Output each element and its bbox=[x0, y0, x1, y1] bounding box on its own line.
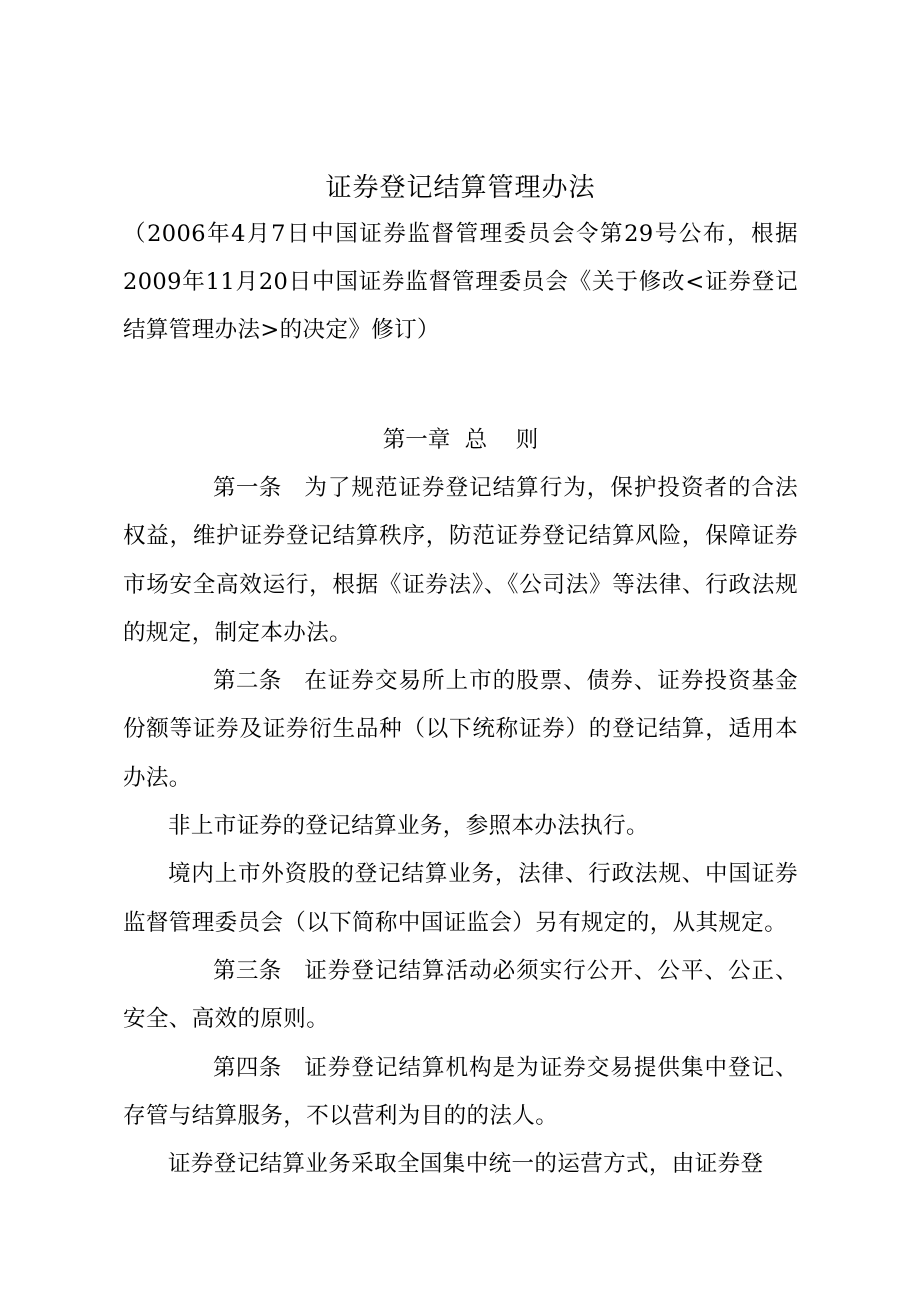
paragraph: 证券登记结算业务采取全国集中统一的运营方式，由证券登 bbox=[168, 1151, 764, 1178]
paragraph-article-3 bbox=[123, 947, 798, 1044]
paragraph-article-2 bbox=[123, 657, 798, 802]
chapter-title: 第一章 总 则 bbox=[382, 427, 539, 453]
article-text: 在证券交易所上市的股票、债券、证券投资基金份额等证券及证券衍生品种（以下统称证券）的登记结算，适用本办法。 bbox=[123, 668, 798, 791]
document-revision-note: （2006年4月7日中国证券监督管理委员会令第29号公布，根据2009年11月20日中国证券监督管理委员会《关于修改<证券登记结算管理办法>的决定》修订） bbox=[123, 221, 798, 343]
document-body bbox=[123, 166, 798, 1188]
article-number: 第四条 bbox=[213, 1054, 282, 1081]
document-title: 证券登记结算管理办法 bbox=[325, 173, 596, 203]
article-number: 第二条 bbox=[213, 668, 282, 695]
article-number: 第三条 bbox=[213, 957, 282, 984]
paragraph: 境内上市外资股的登记结算业务，法律、行政法规、中国证券监督管理委员会（以下简称中国证监会）另有规定的，从其规定。 bbox=[123, 861, 798, 936]
paragraph-article-4 bbox=[123, 1044, 798, 1141]
paragraph-article-1 bbox=[123, 464, 798, 657]
article-text: 证券登记结算机构是为证券交易提供集中登记、存管与结算服务，不以营利为目的的法人。 bbox=[123, 1054, 798, 1129]
paragraph: 非上市证券的登记结算业务，参照本办法执行。 bbox=[168, 813, 649, 840]
article-number: 第一条 bbox=[213, 475, 282, 501]
article-text: 为了规范证券登记结算行为，保护投资者的合法权益，维护证券登记结算秩序，防范证券登记结算风险，保障证券市场安全高效运行，根据《证券法》、《公司法》等法律、行政法规的规定，制定本办法。 bbox=[123, 475, 798, 646]
article-text: 证券登记结算活动必须实行公开、公平、公正、安全、高效的原则。 bbox=[123, 957, 798, 1033]
